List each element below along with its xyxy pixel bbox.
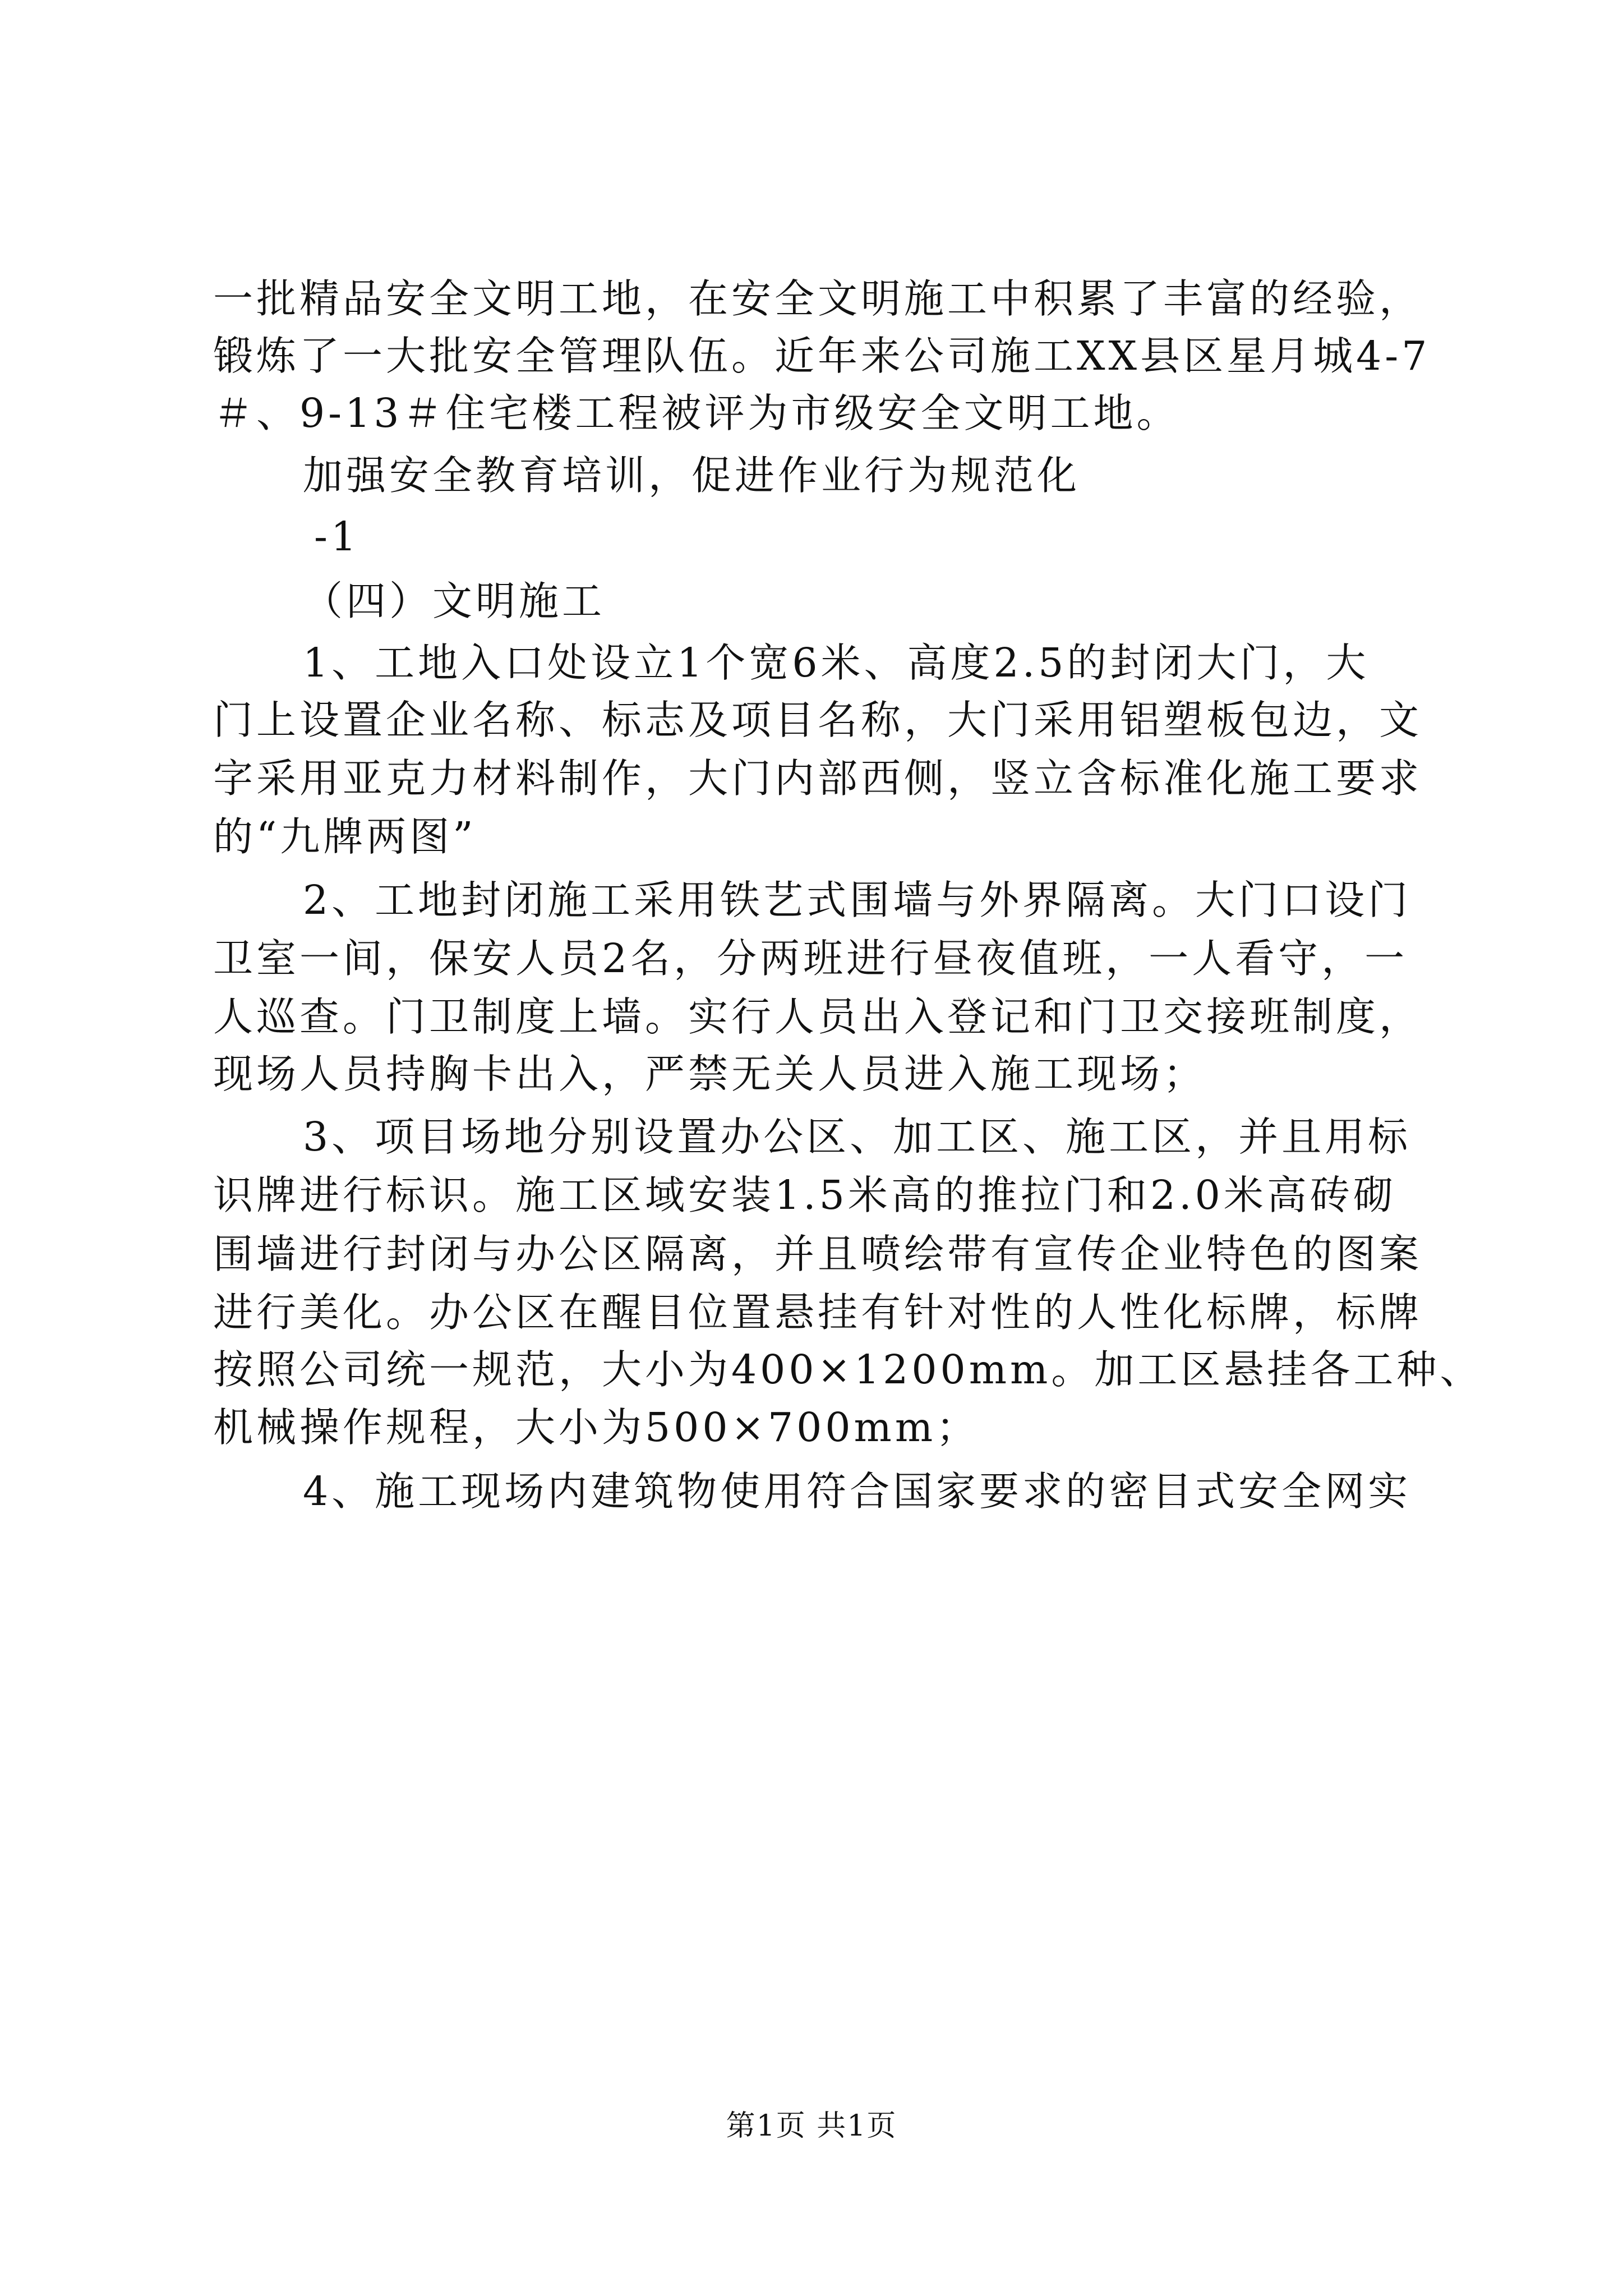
paragraph-3-line-6: 机械操作规程，大小为500×700mm； <box>213 1404 980 1451</box>
text-line-1: 一批精品安全文明工地，在安全文明施工中积累了丰富的经验， <box>213 275 1423 322</box>
paragraph-2-line-2: 卫室一间，保安人员2名，分两班进行昼夜值班，一人看守，一 <box>213 935 1408 982</box>
paragraph-3-line-2: 识牌进行标识。施工区域安装1.5米高的推拉门和2.0米高砖砌 <box>213 1172 1396 1218</box>
section-heading: 加强安全教育培训，促进作业行为规范化 <box>303 452 1081 499</box>
paragraph-3-line-1: 3、项目场地分别设置办公区、加工区、施工区，并且用标 <box>303 1114 1412 1160</box>
paragraph-1-line-2: 门上设置企业名称、标志及项目名称，大门采用铝塑板包边，文 <box>213 697 1423 743</box>
paragraph-3-line-4: 进行美化。办公区在醒目位置悬挂有针对性的人性化标牌，标牌 <box>213 1289 1423 1336</box>
paragraph-2-line-1: 2、工地封闭施工采用铁艺式围墙与外界隔离。大门口设门 <box>303 877 1412 923</box>
page-footer: 第1页 共1页 <box>726 2109 897 2143</box>
subsection-heading: （四）文明施工 <box>303 578 606 624</box>
paragraph-3-line-5: 按照公司统一规范，大小为400×1200mm。加工区悬挂各工种、 <box>213 1346 1483 1393</box>
paragraph-3-line-3: 围墙进行封闭与办公区隔离，并且喷绘带有宣传企业特色的图案 <box>213 1231 1423 1277</box>
paragraph-1-line-3: 字采用亚克力材料制作，大门内部西侧，竖立含标准化施工要求 <box>213 755 1423 802</box>
page-marker: -1 <box>314 513 360 560</box>
text-line-3: ＃、9-13＃住宅楼工程被评为市级安全文明工地。 <box>213 390 1180 436</box>
text-line-2: 锻炼了一大批安全管理队伍。近年来公司施工XX县区星月城4-7 <box>213 333 1431 379</box>
paragraph-4-line-1: 4、施工现场内建筑物使用符合国家要求的密目式安全网实 <box>303 1468 1412 1515</box>
paragraph-2-line-3: 人巡查。门卫制度上墙。实行人员出入登记和门卫交接班制度， <box>213 993 1423 1040</box>
paragraph-1-line-4: 的“九牌两图” <box>213 813 477 860</box>
paragraph-1-line-1: 1、工地入口处设立1个宽6米、高度2.5的封闭大门，大 <box>303 639 1370 686</box>
paragraph-2-line-4: 现场人员持胸卡出入，严禁无关人员进入施工现场； <box>213 1051 1207 1097</box>
